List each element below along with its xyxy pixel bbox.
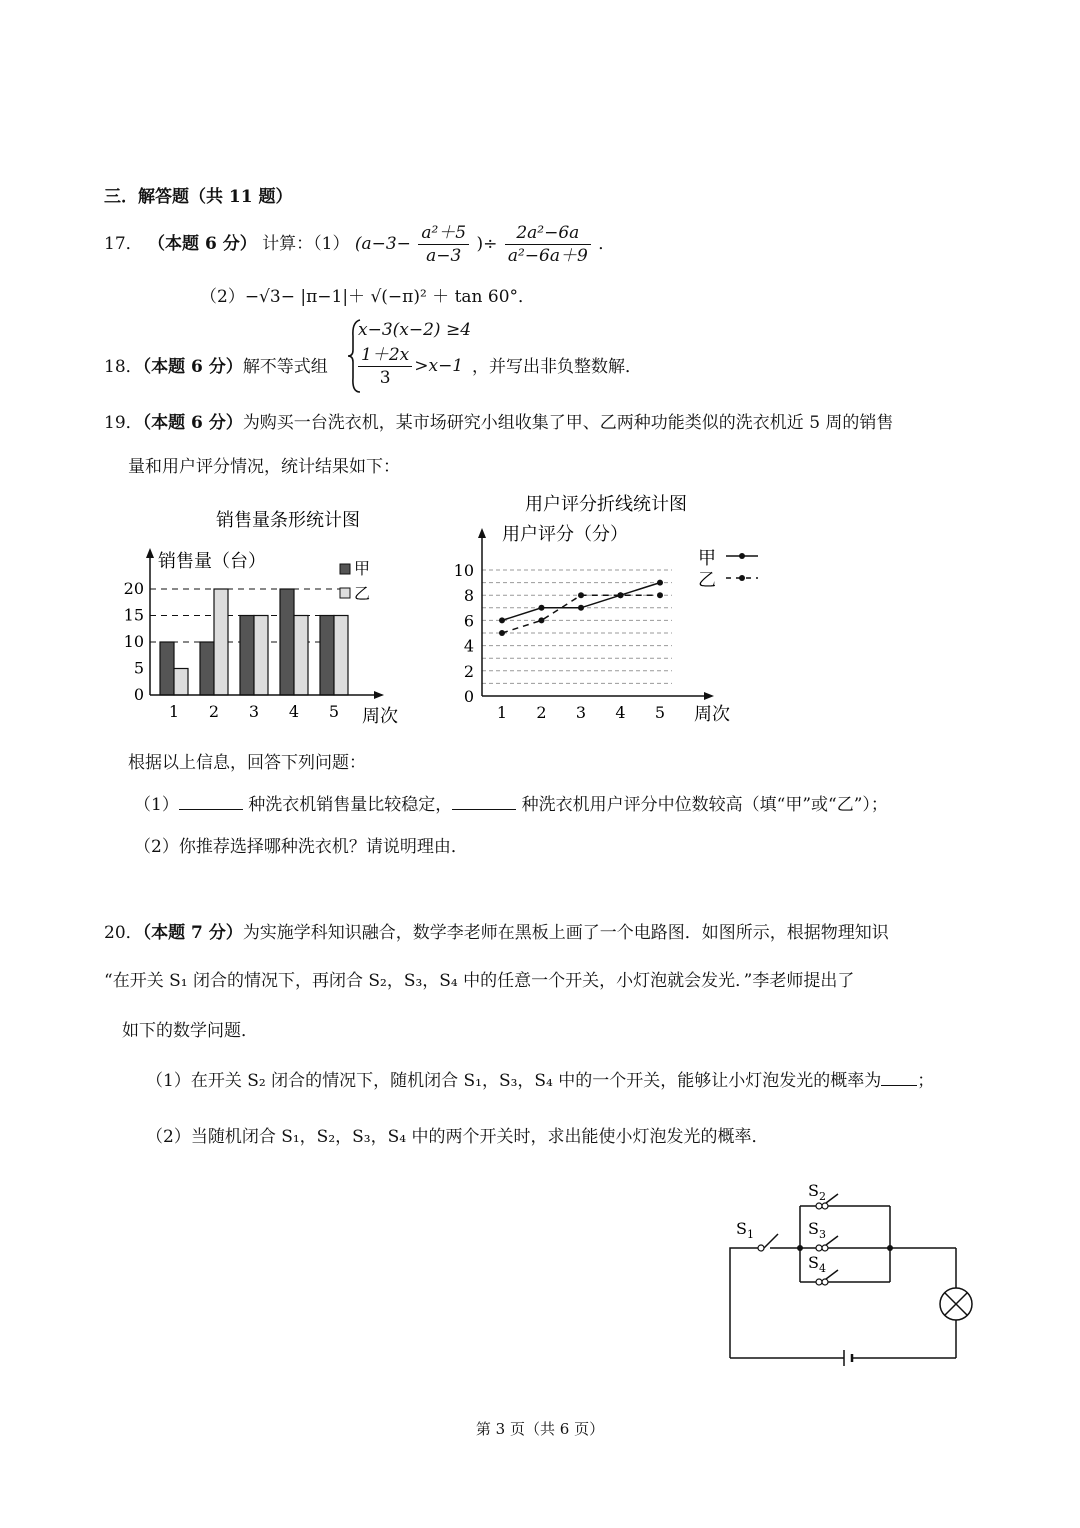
legend-swatch-jia: [340, 564, 350, 574]
answer-blank-1[interactable]: [179, 809, 243, 810]
line-legend-label-yi: 乙: [698, 570, 716, 591]
question-text: 为购买一台洗衣机，某市场研究小组收集了甲、乙两种功能类似的洗衣机近 5 周的销售: [242, 413, 894, 433]
question-20-line-3: 如下的数学问题．: [122, 1021, 258, 1041]
bar-ytick-label: 10: [123, 632, 144, 651]
line-point-yi-week-4: [618, 592, 624, 598]
inequality-1: x−3(x−2) ≥4: [358, 320, 472, 340]
section-title: 三．解答题（共 11 题）: [104, 187, 293, 207]
question-17: [104, 222, 615, 267]
question-score: （本题 6 分）: [142, 357, 243, 377]
line-point-yi-week-5: [657, 592, 663, 598]
line-legend-dot-yi: [739, 575, 745, 581]
line-chart-title: 用户评分折线统计图: [525, 494, 687, 515]
line-ytick-label: 4: [463, 636, 474, 656]
bar-xtick-label: 5: [328, 702, 340, 721]
bar-jia-week-4: [280, 589, 294, 695]
junction-left: [797, 1245, 803, 1251]
line-ytick-label: 0: [463, 687, 474, 706]
line-xtick-label: 5: [654, 703, 666, 722]
line-xtick-label: 3: [575, 703, 587, 722]
bar-ytick-label: 20: [123, 579, 144, 598]
fraction-1-numerator: a²＋5: [418, 222, 469, 245]
question-17-part-2: （2）−√3− |π−1|＋ √(−π)² ＋ tan 60°．: [200, 287, 536, 307]
question-score: （本题 7 分）: [142, 923, 243, 943]
question-number: 20．: [104, 923, 143, 943]
question-lead: 计算：（1）: [262, 234, 350, 254]
question-lead: 解不等式组: [242, 357, 328, 377]
bar-jia-week-1: [160, 642, 174, 695]
line-chart: [436, 486, 776, 736]
expr-end: ．: [598, 234, 616, 254]
question-20-sub-2: （2）当随机闭合 S₁，S₂，S₃，S₄ 中的两个开关时，求出能使小灯泡发光的概率．: [146, 1127, 769, 1147]
bar-chart: [120, 500, 420, 736]
line-ytick-label: 6: [463, 611, 474, 631]
question-19-sub-2: （2）你推荐选择哪种洗衣机？请说明理由．: [134, 837, 468, 857]
question-number: 19．: [104, 413, 143, 433]
bar-jia-week-3: [240, 616, 254, 696]
line-point-yi-week-1: [499, 630, 505, 636]
line-point-yi-week-2: [539, 617, 545, 623]
expr-mid: )÷: [476, 234, 498, 254]
sub-text-2: 种洗衣机用户评分中位数较高（填“甲”或“乙”）；: [521, 795, 888, 815]
line-point-jia-week-2: [539, 605, 545, 611]
line-point-jia-week-5: [657, 580, 663, 586]
inequality-2-denominator: 3: [379, 368, 391, 388]
expr-open: (a−3−: [354, 234, 411, 254]
bar-yi-week-2: [214, 589, 228, 695]
label-s3: $S_3$: [808, 1219, 826, 1241]
question-20-line-1: [104, 918, 889, 943]
line-point-jia-week-1: [499, 617, 505, 623]
question-score: （本题 6 分）: [142, 413, 243, 433]
fraction-2-numerator: 2a²−6a: [505, 222, 591, 245]
line-ytick-label: 2: [463, 661, 474, 681]
bar-xtick-label: 2: [208, 702, 220, 721]
line-series-yi: [502, 595, 660, 633]
bar-chart-y-arrow: [146, 548, 154, 558]
switch-s3-contact-a: [816, 1245, 822, 1251]
question-number: 17．: [104, 234, 143, 254]
switch-s1-contact: [758, 1245, 764, 1251]
line-xtick-label: 2: [536, 703, 547, 722]
question-text: 为实施学科知识融合，数学李老师在黑板上画了一个电路图．如图所示，根据物理知识: [242, 923, 889, 943]
line-chart-y-arrow: [478, 528, 486, 538]
answer-blank-2[interactable]: [452, 809, 516, 810]
inequality-2: [356, 344, 463, 389]
fraction-1: [418, 222, 469, 267]
line-xtick-label: 1: [496, 703, 508, 722]
question-number: 18．: [104, 357, 143, 377]
bar-yi-week-3: [254, 616, 268, 696]
bar-chart-ylabel: 销售量（台）: [158, 551, 266, 572]
legend-label-jia: 甲: [354, 559, 371, 578]
bar-yi-week-5: [334, 616, 348, 696]
inequality-2-numerator: 1＋2x: [358, 344, 412, 367]
inequality-2-rhs: >x−1: [414, 356, 464, 376]
question-20-line-2: “在开关 S₁ 闭合的情况下，再闭合 S₂，S₃，S₄ 中的任意一个开关，小灯泡就会发光．”李老师提出了: [104, 971, 855, 991]
switch-s2-contact-a: [816, 1203, 822, 1209]
fraction-2-denominator: a²−6a＋9: [507, 246, 588, 266]
question-19-line-1: [104, 408, 893, 433]
question-19-sub-1: [134, 790, 888, 815]
line-chart-ylabel: 用户评分（分）: [502, 524, 628, 545]
question-18-lead: [104, 352, 328, 377]
line-series-jia: [502, 583, 660, 621]
switch-s3-contact-b: [822, 1245, 828, 1251]
label-s2: $S_2$: [808, 1181, 826, 1203]
label-s4: $S_4$: [808, 1253, 826, 1275]
fraction-1-denominator: a−3: [426, 246, 462, 266]
bar-chart-x-arrow: [374, 691, 384, 699]
junction-right: [887, 1245, 893, 1251]
line-point-jia-week-3: [578, 605, 584, 611]
bar-ytick-label: 15: [123, 605, 144, 625]
legend-label-yi: 乙: [354, 584, 371, 603]
bar-ytick-label: 0: [133, 685, 144, 704]
line-legend-dot-jia: [739, 553, 745, 559]
label-s1: $S_1$: [736, 1219, 754, 1241]
line-ytick-label: 8: [463, 586, 474, 606]
question-19-line-2: 量和用户评分情况，统计结果如下：: [128, 457, 400, 477]
line-legend-label-jia: 甲: [698, 548, 716, 569]
sub-text: （1）在开关 S₂ 闭合的情况下，随机闭合 S₁，S₃，S₄ 中的一个开关，能够让小灯泡发光的概率为: [146, 1071, 882, 1091]
switch-s4-contact-b: [822, 1279, 828, 1285]
bar-chart-xlabel: 周次: [362, 706, 398, 727]
line-chart-x-arrow: [704, 692, 714, 700]
bar-xtick-label: 4: [288, 702, 300, 721]
bar-jia-week-5: [320, 616, 334, 696]
circuit-diagram: [720, 1176, 980, 1376]
question-19-after: 根据以上信息，回答下列问题：: [128, 753, 366, 773]
line-chart-xlabel: 周次: [694, 704, 730, 725]
line-point-yi-week-3: [578, 592, 584, 598]
sub-label: （1）: [134, 795, 179, 815]
bar-jia-week-2: [200, 642, 214, 695]
page-footer: 第 3 页（共 6 页）: [475, 1420, 605, 1438]
question-score: （本题 6 分）: [148, 234, 257, 254]
fraction-2: [505, 222, 591, 267]
inequality-2-fraction: [358, 344, 412, 389]
switch-s1-blade: [764, 1234, 778, 1248]
bar-chart-title: 销售量条形统计图: [216, 510, 360, 531]
line-ytick-label: 10: [453, 561, 474, 580]
sub-end: ；: [917, 1071, 935, 1091]
bar-yi-week-4: [294, 616, 308, 696]
switch-s2-contact-b: [822, 1203, 828, 1209]
bar-ytick-label: 5: [133, 658, 144, 678]
bar-xtick-label: 3: [248, 702, 260, 721]
bar-xtick-label: 1: [168, 702, 180, 721]
bar-yi-week-1: [174, 669, 188, 696]
wire-left: [730, 1248, 758, 1358]
sub-text-1: 种洗衣机销售量比较稳定，: [248, 795, 453, 815]
switch-s4-contact-a: [816, 1279, 822, 1285]
line-xtick-label: 4: [615, 703, 626, 722]
question-18-tail: ，并写出非负整数解．: [472, 357, 642, 377]
legend-swatch-yi: [340, 588, 350, 598]
question-20-sub-1: [146, 1066, 934, 1091]
answer-blank-3[interactable]: [881, 1085, 917, 1086]
